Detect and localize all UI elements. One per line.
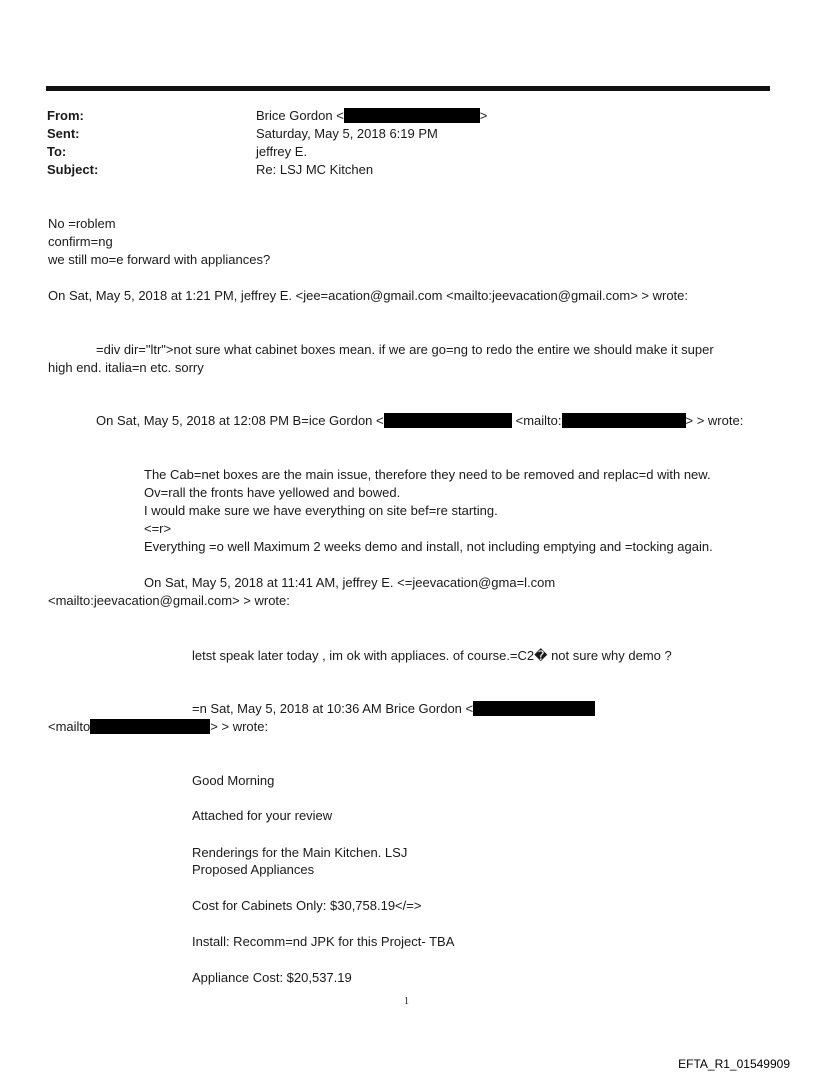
quote2-header-a: On Sat, May 5, 2018 at 12:08 PM B=ice Gordon < [96, 413, 384, 428]
quote1-line-1: =div dir="ltr">not sure what cabinet boxes mean. if we are go=ng to redo the entire we should make it super [96, 342, 714, 357]
quote3-line-1: letst speak later today , im ok with appliaces. of course.=C2� not sure why demo ? [192, 648, 672, 663]
cabinet-cost-line: Cost for Cabinets Only: $30,758.19</=> [192, 898, 422, 913]
subject-value: Re: LSJ MC Kitchen [256, 162, 374, 177]
reply-line-1: No =roblem [48, 216, 116, 231]
install-line: Install: Recomm=nd JPK for this Project- TBA [192, 934, 455, 949]
quote1-header: On Sat, May 5, 2018 at 1:21 PM, jeffrey E. <jee=acation@gmail.com <mailto:jeevacation@gmail.com> > wrote: [48, 288, 688, 303]
redaction-box [562, 413, 686, 428]
from-name: Brice Gordon < [256, 108, 344, 123]
quote3-header-1: On Sat, May 5, 2018 at 11:41 AM, jeffrey E. <=jeevacation@gma=l.com [144, 575, 556, 590]
from-value [256, 108, 487, 123]
appliance-cost-line: Appliance Cost: $20,537.19 [192, 970, 352, 985]
quote4-header-1 [192, 701, 595, 717]
quote2-line-4: <=r> [144, 521, 172, 536]
quote4-header-2 [48, 719, 268, 735]
to-label: To: [47, 144, 67, 159]
to-value: jeffrey E. [256, 144, 308, 159]
quote4-mailto: <mailto [48, 719, 91, 734]
greeting: Good Morning [192, 773, 275, 788]
quote4-wrote: > > wrote: [210, 719, 269, 734]
from-end: > [479, 108, 488, 123]
quote2-header-c: > > wrote: [685, 413, 744, 428]
sent-value: Saturday, May 5, 2018 6:19 PM [256, 126, 438, 141]
attached-line: Attached for your review [192, 808, 333, 823]
quote2-header [96, 413, 743, 429]
redaction-box [473, 701, 595, 716]
redaction-box [384, 413, 512, 428]
quote2-line-1: The Cab=net boxes are the main issue, therefore they need to be removed and replac=d with new. [144, 467, 711, 482]
sent-label: Sent: [47, 126, 80, 141]
quote1-line-2: high end. italia=n etc. sorry [48, 360, 204, 375]
subject-label: Subject: [47, 162, 99, 177]
header-rule [46, 86, 770, 91]
from-label: From: [47, 108, 84, 123]
quote4-header-text: =n Sat, May 5, 2018 at 10:36 AM Brice Gordon < [192, 701, 474, 716]
bates-number: EFTA_R1_01549909 [678, 1057, 790, 1071]
quote2-line-5: Everything =o well Maximum 2 weeks demo and install, not including emptying and =tocking again. [144, 539, 713, 554]
reply-line-2: confirm=ng [48, 234, 113, 249]
reply-line-3: we still mo=e forward with appliances? [48, 252, 271, 267]
redaction-box [90, 719, 210, 734]
proposed-appliances-line: Proposed Appliances [192, 862, 315, 877]
quote2-line-2: Ov=rall the fronts have yellowed and bowed. [144, 485, 401, 500]
quote2-header-b: <mailto: [515, 413, 562, 428]
quote3-header-2: <mailto:jeevacation@gmail.com> > wrote: [48, 593, 290, 608]
quote2-line-3: I would make sure we have everything on site bef=re starting. [144, 503, 498, 518]
redaction-box [344, 108, 480, 123]
page-number: 1 [404, 996, 409, 1007]
renderings-line: Renderings for the Main Kitchen. LSJ [192, 845, 408, 860]
